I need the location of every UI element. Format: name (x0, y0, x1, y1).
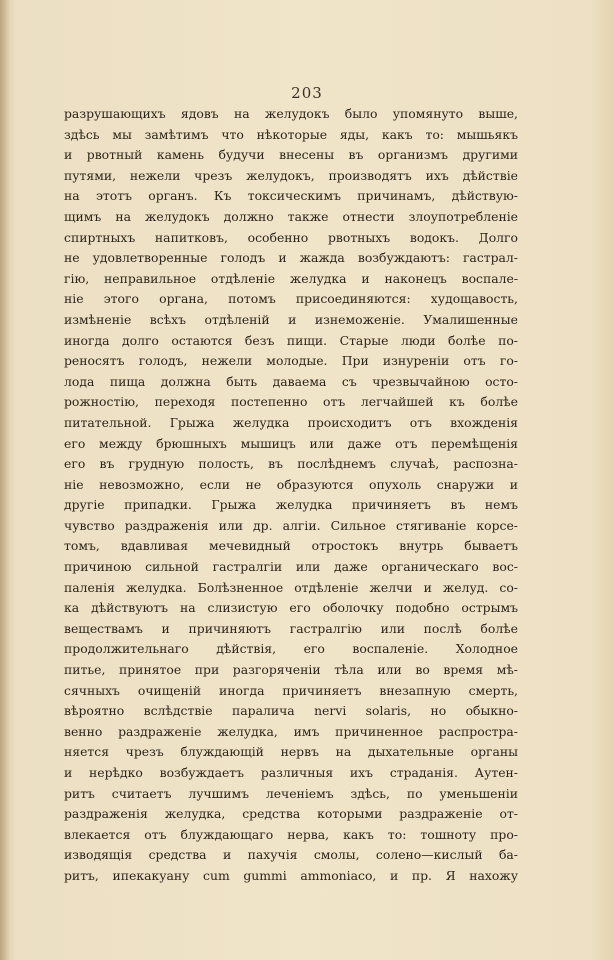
text-line: питье, принятое при разгоряченіи тѣла или во время мѣ- (64, 662, 518, 678)
text-line: щимъ на желудокъ должно также отнести злоупотребленіе (64, 208, 518, 224)
text-line: венно раздраженіе желудка, имъ причиненное распростра- (64, 723, 518, 739)
text-line: лода пища должна быть даваема съ чрезвычайною осто- (64, 373, 518, 389)
text-line: ніе этого органа, потомъ присоединяются: худощавость, (64, 291, 518, 307)
text-line: влекается отъ блуждающаго нерва, какъ то: тошноту про- (64, 826, 518, 842)
text-line: путями, нежели чрезъ желудокъ, производятъ ихъ дѣйствіе (64, 167, 518, 183)
text-line: реносятъ голодъ, нежели молодые. При изнуреніи отъ го- (64, 353, 518, 369)
text-line: чувство раздраженія или др. алгіи. Сильное стягиваніе корсе- (64, 517, 518, 533)
text-line: ка дѣйствуютъ на слизистую его оболочку подобно острымъ (64, 600, 518, 616)
text-line: няется чрезъ блуждающій нервъ на дыхательные органы (64, 744, 518, 760)
text-line: томъ, вдавливая мечевидный отростокъ внутрь бываетъ (64, 538, 518, 554)
text-line: рожностію, переходя постепенно отъ легчайшей къ болѣе (64, 394, 518, 410)
text-line: вѣроятно вслѣдствіе паралича nervi solaris, но обыкно- (64, 703, 518, 719)
text-line: не удовлетворенные голодъ и жажда возбуждаютъ: гастрал- (64, 250, 518, 266)
text-line: питательной. Грыжа желудка происходитъ отъ вхожденія (64, 414, 518, 430)
text-line: разрушающихъ ядовъ на желудокъ было упомянуто выше, (64, 106, 518, 121)
text-line: измѣненіе всѣхъ отдѣленій и изнеможеніе. Умалишенные (64, 311, 518, 327)
text-line: гію, неправильное отдѣленіе желудка и наконецъ воспале- (64, 270, 518, 286)
page-gutter-shadow (0, 0, 10, 960)
text-line: его между брюшныхъ мышицъ или даже отъ перемѣщенія (64, 435, 518, 451)
text-line: здѣсь мы замѣтимъ что нѣкоторые яды, какъ то: мышьякъ (64, 126, 518, 142)
text-line: ніе невозможно, если не образуются опухоль снаружи и (64, 476, 518, 492)
text-line: другіе припадки. Грыжа желудка причиняетъ въ немъ (64, 497, 518, 513)
text-line: веществамъ и причиняютъ гастралгію или послѣ болѣе (64, 620, 518, 636)
text-line: продолжительнаго дѣйствія, его воспаленіе. Холодное (64, 641, 518, 657)
text-line: спиртныхъ напитковъ, особенно рвотныхъ водокъ. Долго (64, 229, 518, 245)
text-line: паленія желудка. Болѣзненное отдѣленіе желчи и желуд. со- (64, 579, 518, 595)
text-line: иногда долго остаются безъ пищи. Старые люди болѣе по- (64, 332, 518, 348)
body-text (64, 104, 518, 887)
text-line: причиною сильной гастралгіи или даже органическаго вос- (64, 559, 518, 575)
text-line: изводящія средства и пахучія смолы, солено—кислый ба- (64, 847, 518, 863)
text-line: сячныхъ очищеній иногда причиняетъ внезапную смерть, (64, 682, 518, 698)
text-line: на этотъ органъ. Къ токсическимъ причинамъ, дѣйствую- (64, 188, 518, 204)
page-number: 203 (291, 84, 323, 102)
text-line: ритъ считаетъ лучшимъ леченіемъ здѣсь, по уменьшеніи (64, 785, 518, 801)
text-line: и нерѣдко возбуждаетъ различныя ихъ страданія. Аутен- (64, 765, 518, 780)
text-line: его въ грудную полость, въ послѣднемъ случаѣ, распозна- (64, 456, 518, 472)
text-line: ритъ, ипекакуану cum gummi ammoniaco, и пр. Я нахожу (64, 867, 518, 883)
text-line: и рвотный камень будучи внесены въ организмъ другими (64, 147, 518, 163)
text-line: раздраженія желудка, средства которыми раздраженіе от- (64, 806, 518, 822)
